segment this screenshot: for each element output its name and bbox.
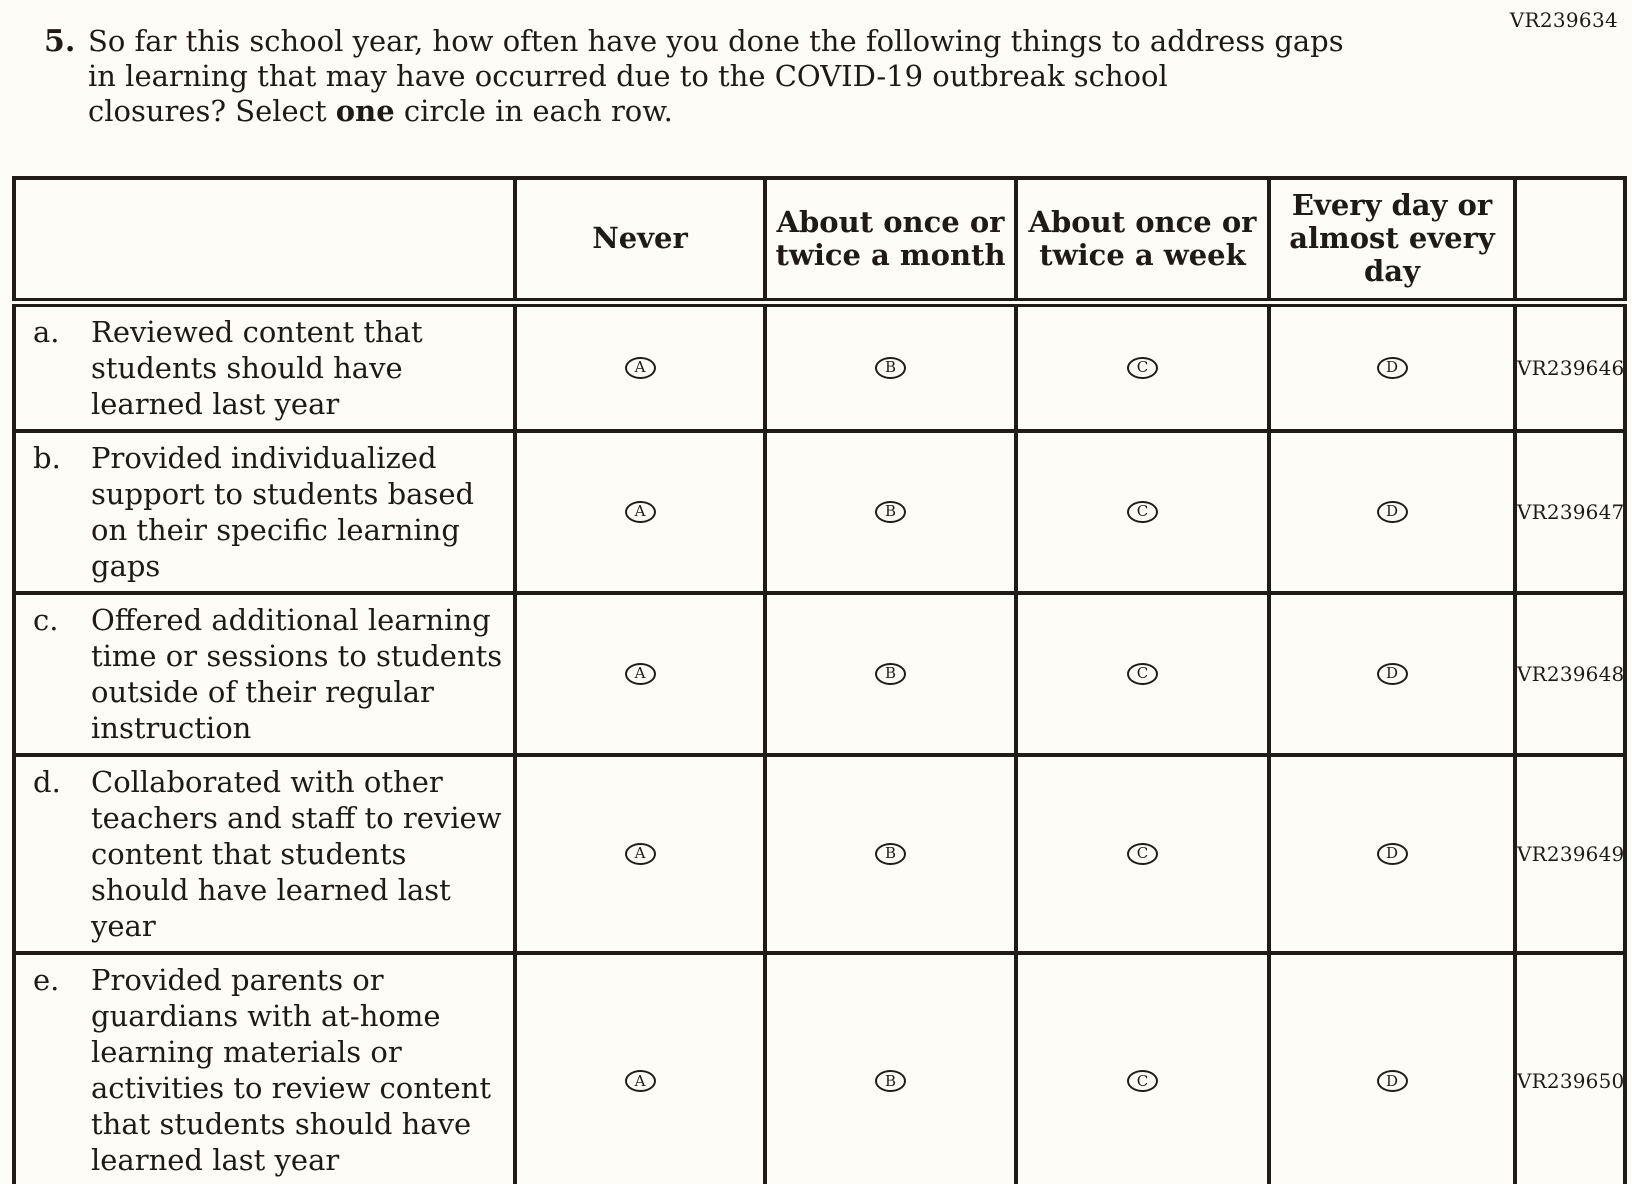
row-d-text: Collaborated with other teachers and staff to review content that students should have learned last year — [91, 764, 502, 943]
response-grid-table — [12, 176, 1627, 1184]
bubble-letter: B — [884, 844, 897, 862]
row-a-cell-week — [1016, 302, 1269, 431]
bubble-letter: C — [1136, 664, 1149, 682]
row-c-code: VR239648 — [1515, 593, 1625, 755]
question-bold-word: one — [335, 94, 395, 128]
row-c-bubble-d[interactable] — [1377, 663, 1408, 685]
row-d-item — [14, 755, 515, 953]
bubble-letter: C — [1136, 358, 1149, 376]
table-row-a — [14, 302, 1625, 431]
bubble-letter: B — [884, 1071, 897, 1090]
row-a-bubble-a[interactable] — [625, 357, 656, 379]
row-e-text: Provided parents or guardians with at-home learning materials or activities to review content that students should have learned last year — [91, 962, 492, 1177]
row-a-letter: a. — [33, 314, 60, 349]
row-e-cell-week — [1016, 953, 1269, 1184]
row-b-letter: b. — [33, 440, 61, 475]
question-block — [44, 24, 1344, 129]
header-every-day: Every day or almost every day — [1269, 178, 1515, 302]
question-text — [88, 24, 1344, 129]
bubble-letter: A — [634, 664, 646, 682]
header-code-cell — [1515, 178, 1625, 302]
row-c-letter: c. — [33, 602, 59, 637]
row-c-bubble-c[interactable] — [1127, 663, 1158, 685]
bubble-letter: A — [634, 358, 646, 376]
row-a-code: VR239646 — [1515, 302, 1625, 431]
row-a-cell-month — [765, 302, 1016, 431]
row-e-letter: e. — [33, 962, 60, 997]
row-b-bubble-d[interactable] — [1377, 501, 1408, 523]
row-a-bubble-d[interactable] — [1377, 357, 1408, 379]
row-e-bubble-d[interactable] — [1377, 1070, 1408, 1092]
question-line-3-prefix: closures? Select — [88, 94, 336, 128]
row-c-bubble-a[interactable] — [625, 663, 656, 685]
bubble-letter: C — [1136, 502, 1149, 520]
row-a-item — [14, 302, 515, 431]
header-once-twice-week: About once or twice a week — [1016, 178, 1269, 302]
table-row-c — [14, 593, 1625, 755]
row-e-code: VR239650 — [1515, 953, 1625, 1184]
question-line-3 — [88, 94, 1344, 129]
row-d-cell-month — [765, 755, 1016, 953]
row-a-bubble-c[interactable] — [1127, 357, 1158, 379]
question-line-3-suffix: circle in each row. — [394, 94, 673, 128]
row-e-bubble-a[interactable] — [625, 1070, 656, 1092]
row-e-item — [14, 953, 515, 1184]
row-c-bubble-b[interactable] — [875, 663, 906, 685]
header-once-twice-month: About once or twice a month — [765, 178, 1016, 302]
bubble-letter: A — [634, 502, 646, 520]
row-b-code: VR239647 — [1515, 431, 1625, 593]
bubble-letter: B — [884, 358, 897, 376]
row-b-cell-month — [765, 431, 1016, 593]
row-b-bubble-a[interactable] — [625, 501, 656, 523]
page-form-code: VR239634 — [1509, 8, 1618, 32]
row-d-letter: d. — [33, 764, 61, 799]
row-c-cell-everyday — [1269, 593, 1515, 755]
bubble-letter: D — [1385, 1071, 1399, 1090]
row-e-cell-month — [765, 953, 1016, 1184]
bubble-letter: A — [634, 1071, 646, 1090]
row-e-bubble-c[interactable] — [1127, 1070, 1158, 1092]
table-row-d — [14, 755, 1625, 953]
row-b-bubble-c[interactable] — [1127, 501, 1158, 523]
row-d-cell-week — [1016, 755, 1269, 953]
row-d-cell-everyday — [1269, 755, 1515, 953]
row-b-text: Provided individualized support to students based on their specific learning gaps — [91, 440, 475, 583]
bubble-letter: C — [1136, 1071, 1149, 1090]
bubble-letter: A — [634, 844, 646, 862]
row-a-bubble-b[interactable] — [875, 357, 906, 379]
row-b-cell-everyday — [1269, 431, 1515, 593]
bubble-letter: B — [884, 664, 897, 682]
row-d-code: VR239649 — [1515, 755, 1625, 953]
bubble-letter: D — [1385, 358, 1399, 376]
row-c-cell-never — [515, 593, 765, 755]
row-c-cell-month — [765, 593, 1016, 755]
row-c-item — [14, 593, 515, 755]
question-number: 5. — [44, 24, 76, 59]
row-a-cell-never — [515, 302, 765, 431]
row-d-bubble-d[interactable] — [1377, 843, 1408, 865]
row-e-bubble-b[interactable] — [875, 1070, 906, 1092]
bubble-letter: C — [1136, 844, 1149, 862]
header-stub-cell — [14, 178, 515, 302]
header-row — [14, 178, 1625, 302]
row-c-text: Offered additional learning time or sessions to students outside of their regular instruction — [91, 602, 503, 745]
row-c-cell-week — [1016, 593, 1269, 755]
row-b-item — [14, 431, 515, 593]
row-d-bubble-c[interactable] — [1127, 843, 1158, 865]
bubble-letter: D — [1385, 502, 1399, 520]
bubble-letter: D — [1385, 664, 1399, 682]
row-b-bubble-b[interactable] — [875, 501, 906, 523]
row-e-cell-everyday — [1269, 953, 1515, 1184]
table-row-b — [14, 431, 1625, 593]
question-line-2: in learning that may have occurred due to the COVID-19 outbreak school — [88, 59, 1168, 93]
row-a-text: Reviewed content that students should have learned last year — [91, 314, 423, 421]
row-d-bubble-b[interactable] — [875, 843, 906, 865]
question-line-1: So far this school year, how often have you done the following things to address gaps — [88, 24, 1344, 58]
bubble-letter: B — [884, 502, 897, 520]
row-d-cell-never — [515, 755, 765, 953]
row-b-cell-week — [1016, 431, 1269, 593]
bubble-letter: D — [1385, 844, 1399, 862]
row-e-cell-never — [515, 953, 765, 1184]
row-b-cell-never — [515, 431, 765, 593]
row-a-cell-everyday — [1269, 302, 1515, 431]
table-row-e — [14, 953, 1625, 1184]
row-d-bubble-a[interactable] — [625, 843, 656, 865]
header-never: Never — [515, 178, 765, 302]
